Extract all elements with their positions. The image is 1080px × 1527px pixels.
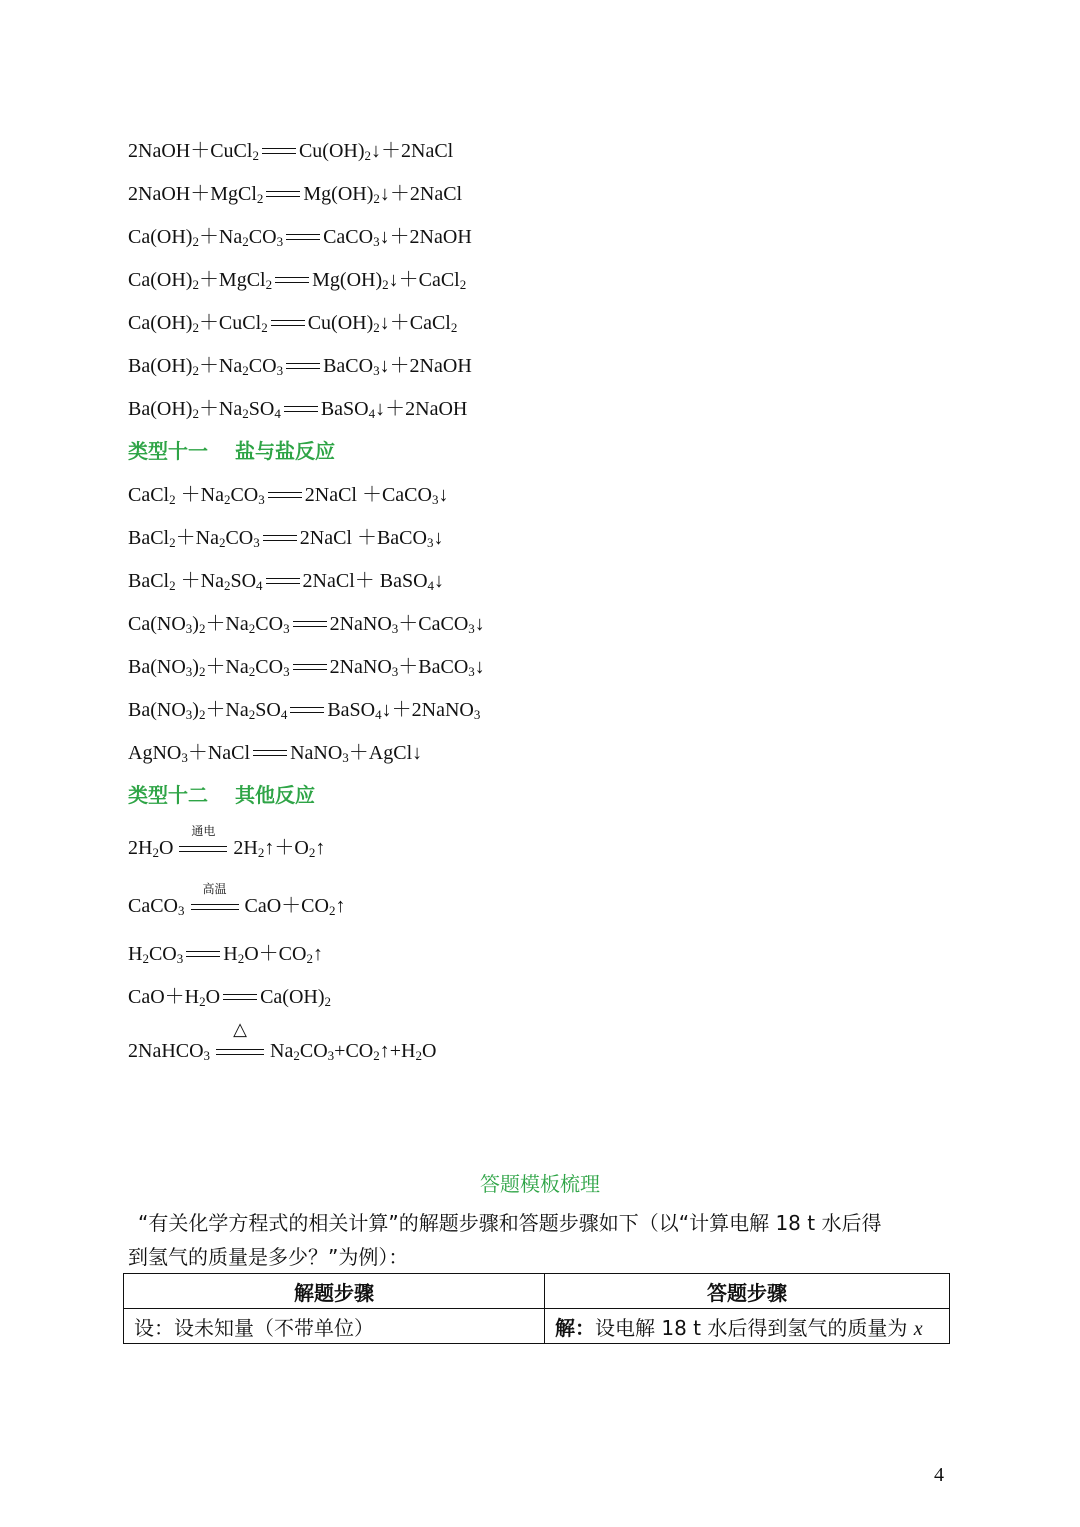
equation-line: $H_2CO_3$ $H_2O+CO_2↑$ bbox=[128, 943, 323, 966]
equation-line: $Ba(NO_3)_2+Na_2SO_4$ BaSO$_4$↓＋2NaNO$_3$ bbox=[128, 699, 481, 722]
condition-equals-sign bbox=[216, 1019, 264, 1057]
equation-line: $BaCl_2+Na_2CO_3$ 2NaCl ＋BaCO$_3$↓ bbox=[128, 527, 444, 550]
section-title: 答题模板梳理 bbox=[480, 1172, 600, 1196]
equals-sign bbox=[284, 405, 318, 415]
equation-line: CaCl$_2$ $+Na_2CO_3$ 2NaCl ＋CaCO$_3$↓ bbox=[128, 484, 449, 507]
equals-sign bbox=[275, 276, 309, 286]
equation-line: 2NaOH＋CuCl$_2$ $Cu(OH)_2↓+2NaCl$ bbox=[128, 140, 454, 163]
table-cell: 解：设电解 18 t 水后得到氢气的质量为 x bbox=[545, 1309, 950, 1344]
section-heading-type-12: 类型十二 其他反应 bbox=[128, 783, 315, 807]
equation-line: CaCO$_3$ 高温 $CaO+CO_2↑$ bbox=[128, 882, 346, 918]
page-number: 4 bbox=[934, 1464, 944, 1486]
table-cell: 设：设未知量（不带单位） bbox=[124, 1309, 545, 1344]
equals-sign bbox=[286, 362, 320, 372]
equals-sign bbox=[290, 706, 324, 716]
heat-triangle-icon: △ bbox=[233, 1019, 247, 1041]
equals-sign bbox=[286, 233, 320, 243]
condition-equals-sign: 通电 bbox=[179, 844, 227, 854]
equation-line: $Ca(OH)_2+Na_2CO_3$ CaCO$_3$↓＋2NaOH bbox=[128, 226, 472, 249]
equation-line: $Ca(OH)_2+MgCl_2$ $Mg(OH)_2↓+CaCl_2$ bbox=[128, 269, 467, 292]
equals-sign bbox=[262, 147, 296, 157]
equals-sign bbox=[268, 491, 302, 501]
equals-sign bbox=[223, 993, 257, 1003]
equation-line: $2H_2O$ 通电 $2H_2↑+O_2↑$ bbox=[128, 824, 326, 860]
equation-line: $Ba(NO_3)_2+Na_2CO_3$ 2NaNO$_3$＋BaCO$_3$↓ bbox=[128, 656, 485, 679]
intro-line-2: 到氢气的质量是多少？”为例）： bbox=[128, 1245, 409, 1269]
equals-sign bbox=[293, 663, 327, 673]
steps-table bbox=[123, 1273, 950, 1344]
equation-line: $Ca(NO_3)_2+Na_2CO_3$ 2NaNO$_3$＋CaCO$_3$↓ bbox=[128, 613, 485, 636]
intro-line-1: “有关化学方程式的相关计算”的解题步骤和答题步骤如下（以“计算电解 18 t 水后得 bbox=[138, 1211, 882, 1235]
table-row bbox=[124, 1309, 950, 1344]
intro-paragraph bbox=[128, 1206, 958, 1274]
equation-line: $Ca(OH)_2+CuCl_2$ $Cu(OH)_2↓+CaCl_2$ bbox=[128, 312, 458, 335]
equation-line: AgNO$_3$＋NaCl NaNO$_3$＋AgCl↓ bbox=[128, 742, 423, 765]
equals-sign bbox=[266, 190, 300, 200]
equation-line: BaCl$_2$ $+Na_2SO_4$ 2NaCl＋ BaSO$_4$↓ bbox=[128, 570, 445, 593]
table-header-cell: 解题步骤 bbox=[124, 1274, 545, 1309]
equation-line: $Ba(OH)_2+Na_2CO_3$ BaCO$_3$↓＋2NaOH bbox=[128, 355, 472, 378]
equals-sign bbox=[186, 950, 220, 960]
equals-sign bbox=[263, 534, 297, 544]
equals-sign bbox=[253, 749, 287, 759]
equation-line: 2NaHCO$_3$ △ $Na_2CO_3+CO_2↑+H_2O$ bbox=[128, 1019, 437, 1063]
table-header-row bbox=[124, 1274, 950, 1309]
equals-sign bbox=[266, 577, 300, 587]
equation-line: $Ba(OH)_2+Na_2SO_4$ BaSO$_4$↓＋2NaOH bbox=[128, 398, 468, 421]
section-heading-type-11: 类型十一 盐与盐反应 bbox=[128, 439, 335, 463]
equation-line: $CaO+H_2O$ $Ca(OH)_2$ bbox=[128, 986, 331, 1009]
condition-equals-sign: 高温 bbox=[191, 902, 239, 912]
equation-line: 2NaOH＋MgCl$_2$ $Mg(OH)_2↓+2NaCl$ bbox=[128, 183, 463, 206]
table-header-cell: 答题步骤 bbox=[545, 1274, 950, 1309]
equals-sign bbox=[293, 620, 327, 630]
equals-sign bbox=[271, 319, 305, 329]
